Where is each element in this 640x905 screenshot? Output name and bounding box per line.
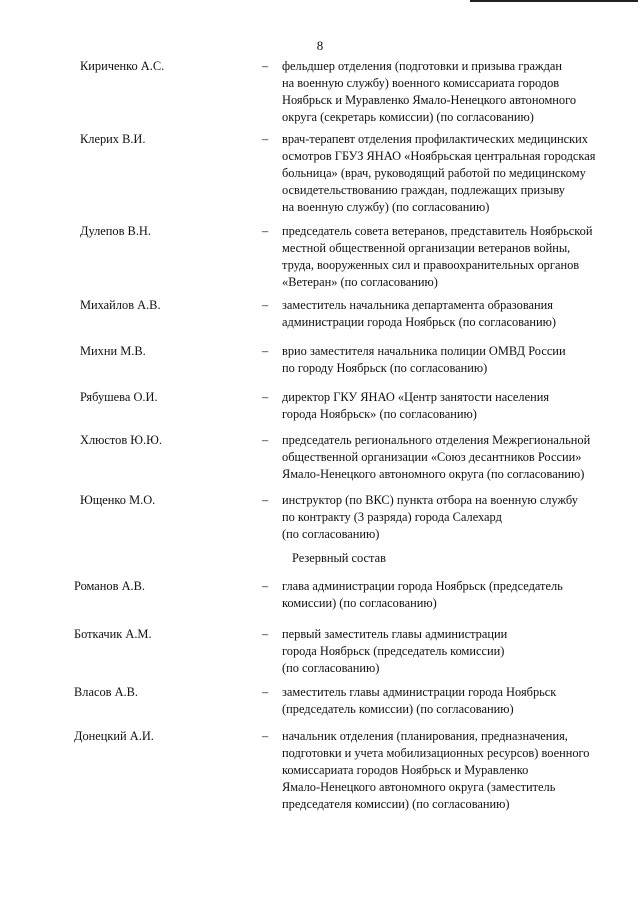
dash-separator: – — [262, 390, 269, 404]
role-line: Ямало-Ненецкого автономного округа (по согласованию) — [282, 467, 585, 481]
dash-separator: – — [262, 685, 269, 699]
role-line: врио заместителя начальника полиции ОМВД России — [282, 344, 566, 358]
role-line: на военную службу) военного комиссариата городов — [282, 76, 560, 90]
role-line: фельдшер отделения (подготовки и призыва граждан — [282, 59, 563, 73]
member-role — [282, 343, 566, 377]
member-name: Хлюстов Ю.Ю. — [80, 433, 162, 447]
member-name: Рябушева О.И. — [80, 390, 158, 404]
member-name: Кириченко А.С. — [80, 59, 165, 73]
dash-separator: – — [262, 298, 269, 312]
dash-separator: – — [262, 493, 269, 507]
role-line: врач-терапевт отделения профилактических медицинских — [282, 132, 588, 146]
role-line: заместитель начальника департамента образования — [282, 298, 553, 312]
role-line: на военную службу) (по согласованию) — [282, 200, 490, 214]
member-name: Дулепов В.Н. — [80, 224, 151, 238]
role-line: «Ветеран» (по согласованию) — [282, 275, 438, 289]
member-name: Михайлов А.В. — [80, 298, 161, 312]
dash-separator: – — [262, 59, 269, 73]
member-name: Ющенко М.О. — [80, 493, 156, 507]
member-role — [282, 626, 507, 677]
member-role — [282, 389, 549, 423]
role-line: больница» (врач, руководящий работой по медицинскому — [282, 166, 586, 180]
role-line: (председатель комиссии) (по согласованию) — [282, 702, 514, 716]
role-line: первый заместитель главы администрации — [282, 627, 508, 641]
role-line: (по согласованию) — [282, 661, 380, 675]
member-name: Клерих В.И. — [80, 132, 146, 146]
dash-separator: – — [262, 433, 269, 447]
role-line: начальник отделения (планирования, предназначения, — [282, 729, 568, 743]
role-line: осмотров ГБУЗ ЯНАО «Ноябрьская центральная городская — [282, 149, 596, 163]
member-name: Боткачик А.М. — [74, 627, 152, 641]
member-role — [282, 58, 576, 126]
member-role — [282, 223, 593, 291]
member-role — [282, 684, 556, 718]
dash-separator: – — [262, 579, 269, 593]
dash-separator: – — [262, 132, 269, 146]
member-role — [282, 432, 590, 483]
member-name: Донецкий А.И. — [74, 729, 154, 743]
page-number: 8 — [316, 38, 324, 53]
member-role — [282, 492, 578, 543]
role-line: по городу Ноябрьск (по согласованию) — [282, 361, 488, 375]
role-line: города Ноябрьск» (по согласованию) — [282, 407, 477, 421]
role-line: инструктор (по ВКС) пункта отбора на военную службу — [282, 493, 578, 507]
role-line: подготовки и учета мобилизационных ресурсов) военного — [282, 746, 590, 760]
member-role — [282, 728, 590, 813]
role-line: глава администрации города Ноябрьск (председатель — [282, 579, 563, 593]
role-line: (по согласованию) — [282, 527, 380, 541]
member-name: Власов А.В. — [74, 685, 138, 699]
role-line: председатель совета ветеранов, представитель Ноябрьской — [282, 224, 593, 238]
top-rule — [470, 0, 638, 2]
role-line: округа (секретарь комиссии) (по согласованию) — [282, 110, 534, 124]
role-line: местной общественной организации ветеранов войны, — [282, 241, 571, 255]
role-line: комиссии) (по согласованию) — [282, 596, 437, 610]
role-line: председатель регионального отделения Межрегиональной — [282, 433, 591, 447]
dash-separator: – — [262, 729, 269, 743]
member-role — [282, 297, 556, 331]
role-line: освидетельствованию граждан, подлежащих призыву — [282, 183, 565, 197]
member-name: Романов А.В. — [74, 579, 145, 593]
dash-separator: – — [262, 627, 269, 641]
role-line: директор ГКУ ЯНАО «Центр занятости населения — [282, 390, 550, 404]
role-line: председателя комиссии) (по согласованию) — [282, 797, 510, 811]
role-line: заместитель главы администрации города Ноябрьск — [282, 685, 557, 699]
role-line: по контракту (3 разряда) города Салехард — [282, 510, 502, 524]
role-line: комиссариата городов Ноябрьск и Муравленко — [282, 763, 529, 777]
role-line: общественной организации «Союз десантников России» — [282, 450, 582, 464]
member-role — [282, 578, 563, 612]
role-line: администрации города Ноябрьск (по согласованию) — [282, 315, 556, 329]
member-name: Михни М.В. — [80, 344, 146, 358]
dash-separator: – — [262, 224, 269, 238]
role-line: Ноябрьск и Муравленко Ямало-Ненецкого автономного — [282, 93, 577, 107]
role-line: Ямало-Ненецкого автономного округа (заместитель — [282, 780, 556, 794]
reserve-heading: Резервный состав — [292, 551, 386, 565]
role-line: труда, вооруженных сил и правоохранительных органов — [282, 258, 580, 272]
dash-separator: – — [262, 344, 269, 358]
role-line: города Ноябрьск (председатель комиссии) — [282, 644, 505, 658]
member-role — [282, 131, 595, 216]
